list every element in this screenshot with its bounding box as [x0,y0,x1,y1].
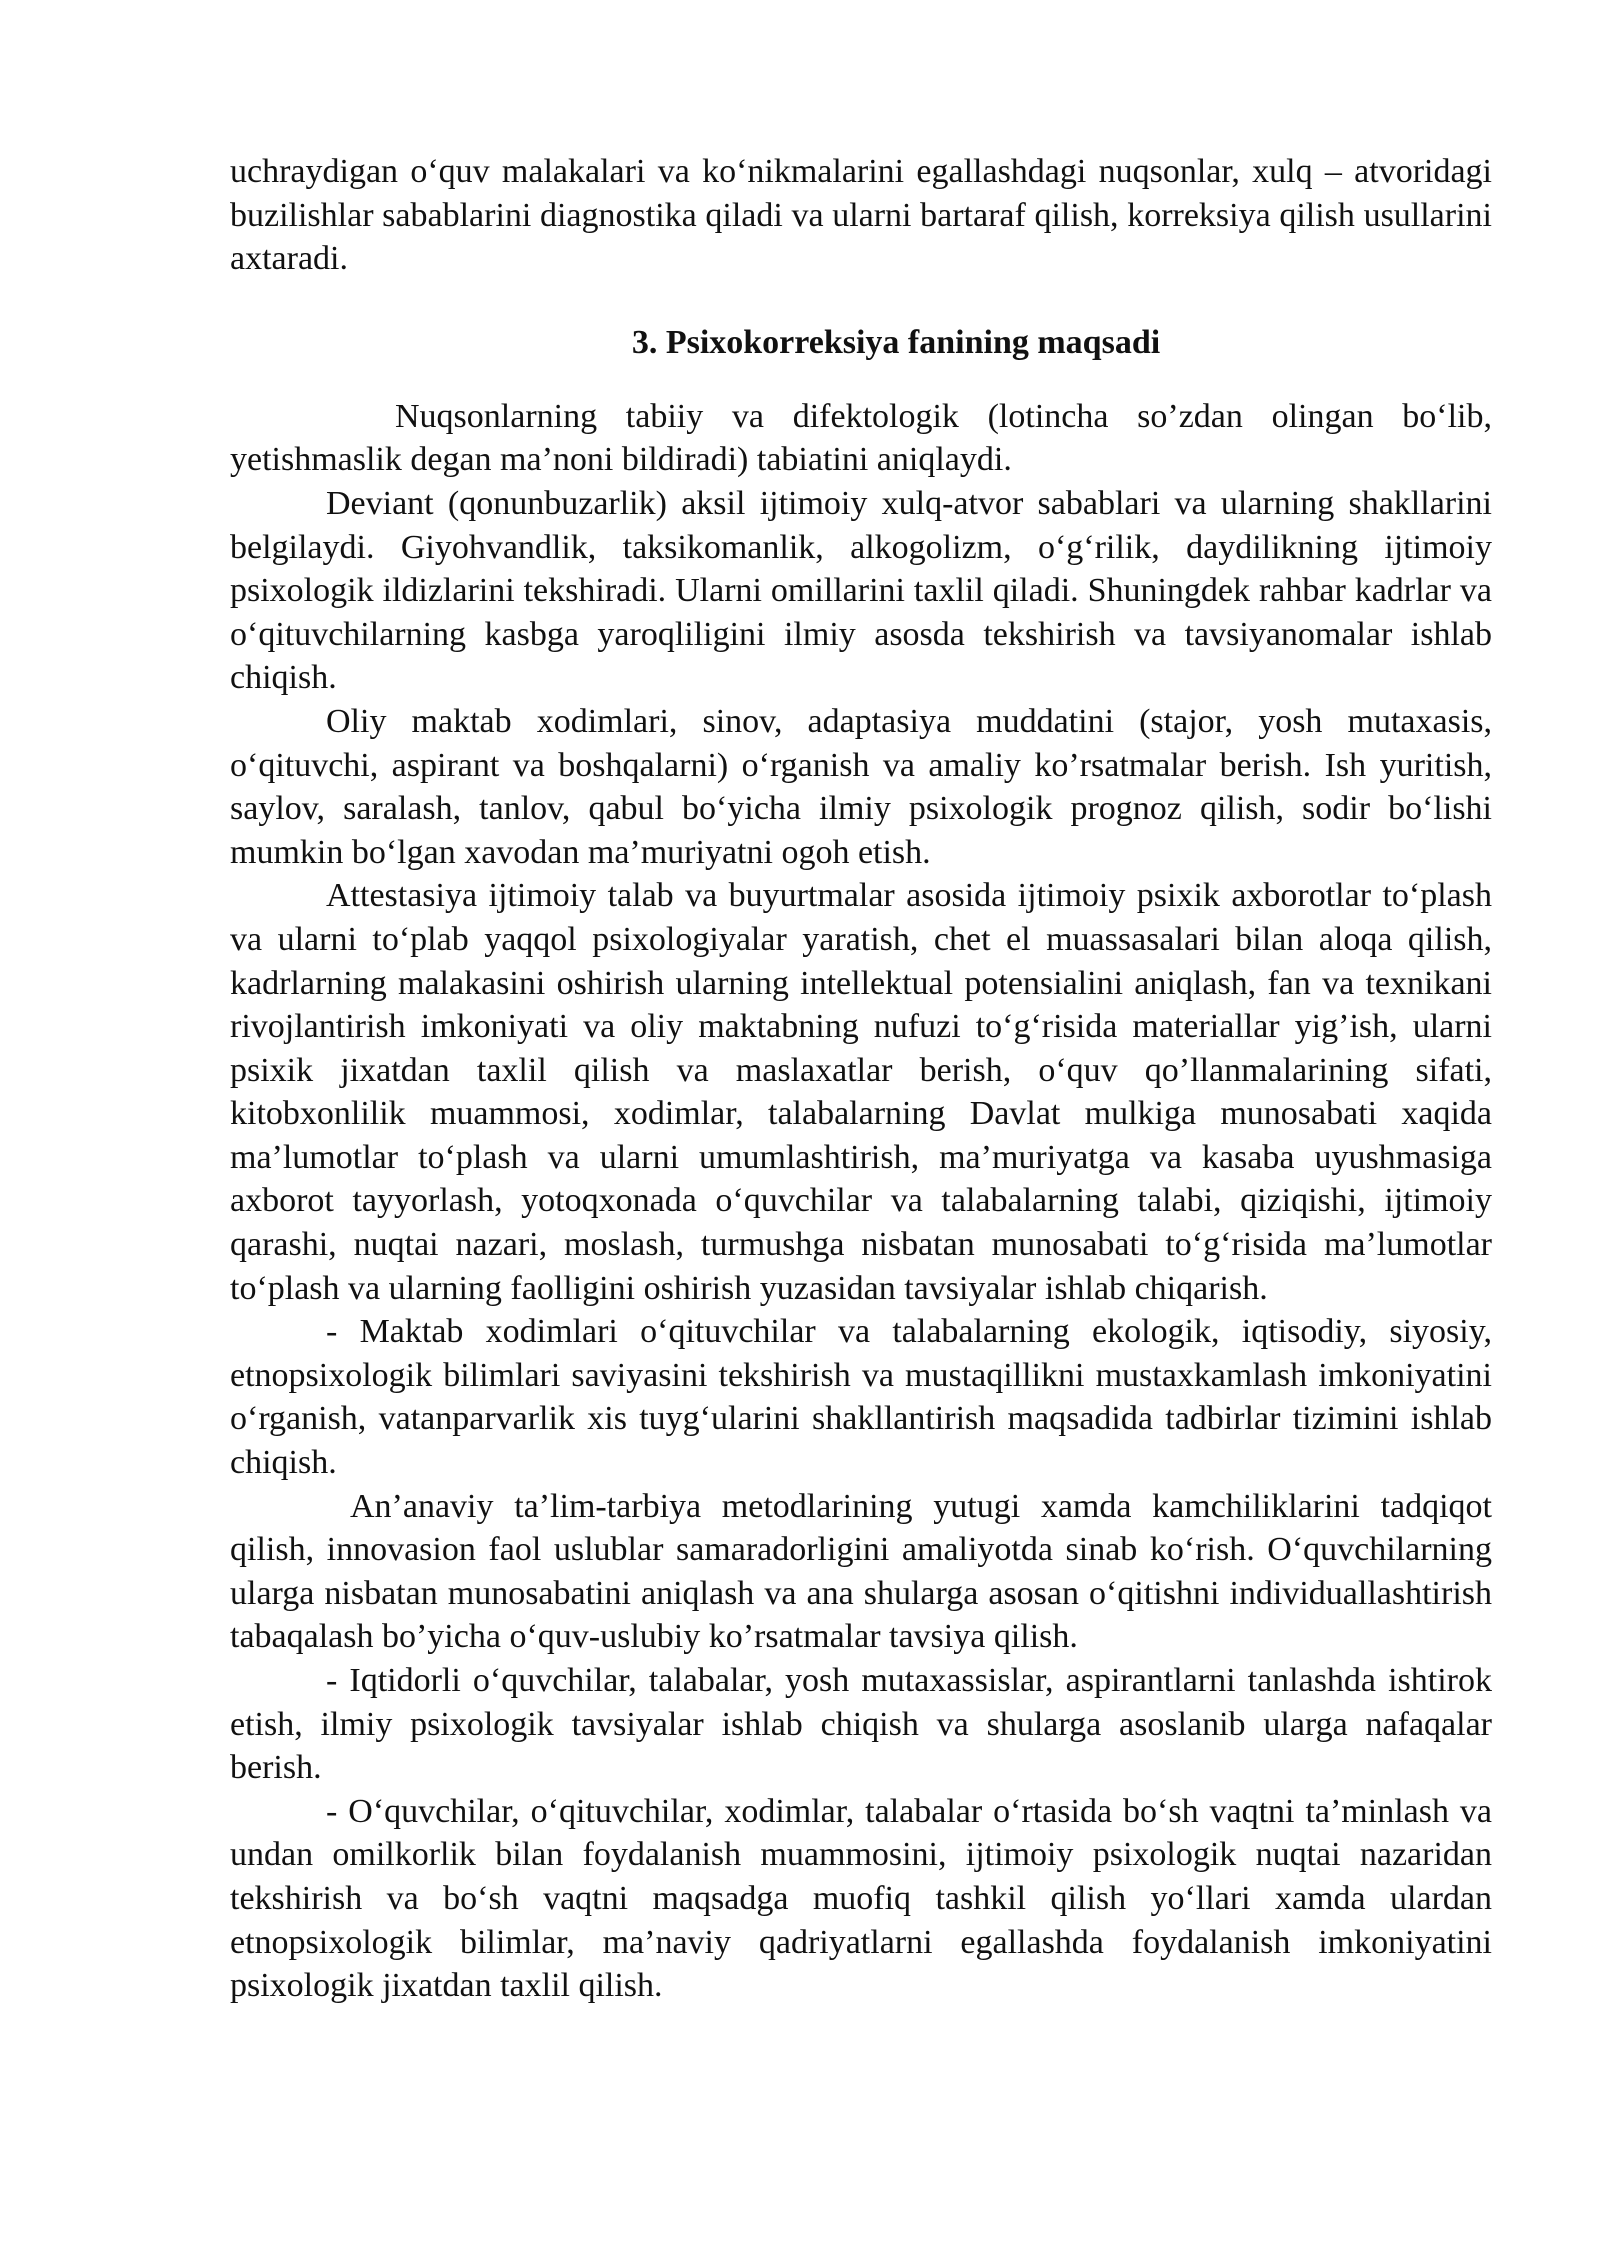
intro-paragraph: uchraydigan o‘quv malakalari va ko‘nikmalarini egallashdagi nuqsonlar, xulq – atvoridagi buzilishlar sabablarini diagnostika qiladi va ularni bartaraf qilish, korreksiya qilish usullarini axtaradi. [230,153,1492,278]
paragraph: Deviant (qonunbuzarlik) aksil ijtimoiy xulq-atvor sabablari va ularning shakllarini belgilaydi. Giyohvandlik, taksikomanlik, alkogolizm, o‘g‘rilik, daydilikning ijtimoiy psixologik ildizlarini tekshiradi. Ularni omillarini taxlil qiladi. Shuningdek rahbar kadrlar va o‘qituvchilarning kasbga yaroqliligini ilmiy asosda tekshirish va tavsiyanomalar ishlab chiqish. [230,484,1492,697]
paragraph: - Iqtidorli o‘quvchilar, talabalar, yosh mutaxassislar, aspirantlarni tanlashda ishtirok etish, ilmiy psixologik tavsiyalar ishlab chiqish va shularga asoslanib ularga nafaqalar berish. [230,1662,1492,1787]
paragraph: Oliy maktab xodimlari, sinov, adaptasiya muddatini (stajor, yosh mutaxasis, o‘qituvchi, aspirant va boshqalarni) o‘rganish va amaliy ko’rsatmalar berish. Ish yuritish, saylov, saralash, tanlov, qabul bo‘yicha ilmiy psixologik prognoz qilish, sodir bo‘lishi mumkin bo‘lgan xavodan ma’muriyatni ogoh etish. [230,702,1492,871]
paragraph: An’anaviy ta’lim-tarbiya metodlarining yutugi xamda kamchiliklarini tadqiqot qilish, innovasion faol uslublar samaradorligini amaliyotda sinab ko‘rish. O‘quvchilarning ularga nisbatan munosabatini aniqlash va ana shularga asosan o‘qitishni individuallashtirish tabaqalash bo’yicha o‘quv-uslubiy ko’rsatmalar tavsiya qilish. [230,1487,1492,1656]
paragraph: Nuqsonlarning tabiiy va difektologik (lotincha so’zdan olingan bo‘lib, yetishmaslik degan ma’noni bildiradi) tabiatini aniqlaydi. [230,397,1492,479]
document-page [230,150,1492,2008]
section-heading: 3. Psixokorreksiya fanining maqsadi [631,323,1161,361]
paragraph: Attestasiya ijtimoiy talab va buyurtmalar asosida ijtimoiy psixik axborotlar to‘plash va ularni to‘plab yaqqol psixologiyalar yaratish, chet el muassasalari bilan aloqa qilish, kadrlarning malakasini oshirish ularning intellektual potensialini aniqlash, fan va texnikani rivojlantirish imkoniyati va oliy maktabning nufuzi to‘g‘risida materiallar yig’ish, ularni psixik jixatdan taxlil qilish va maslaxatlar berish, o‘quv qo’llanmalarining sifati, kitobxonlilik muammosi, xodimlar, talabalarning Davlat mulkiga munosabati xaqida ma’lumotlar to‘plash va ularni umumlashtirish, ma’muriyatga va kasaba uyushmasiga axborot tayyorlash, yotoqxonada o‘quvchilar va talabalarning talabi, qiziqishi, ijtimoiy qarashi, nuqtai nazari, moslash, turmushga nisbatan munosabati to‘g‘risida ma’lumotlar to‘plash va ularning faolligini oshirish yuzasidan tavsiyalar ishlab chiqarish. [230,877,1492,1307]
paragraph: - O‘quvchilar, o‘qituvchilar, xodimlar, talabalar o‘rtasida bo‘sh vaqtni ta’minlash va undan omilkorlik bilan foydalanish muammosini, ijtimoiy psixologik nuqtai nazaridan tekshirish va bo‘sh vaqtni maqsadga muofiq tashkil qilish yo‘llari xamda ulardan etnopsixologik bilimlar, ma’naviy qadriyatlarni egallashda foydalanish imkoniyatini psixologik jixatdan taxlil qilish. [230,1792,1492,2005]
paragraph: - Maktab xodimlari o‘qituvchilar va talabalarning ekologik, iqtisodiy, siyosiy, etnopsixologik bilimlari saviyasini tekshirish va mustaqillikni mustaxkamlash imkoniyatini o‘rganish, vatanparvarlik xis tuyg‘ularini shakllantirish maqsadida tadbirlar tizimini ishlab chiqish. [230,1313,1492,1482]
